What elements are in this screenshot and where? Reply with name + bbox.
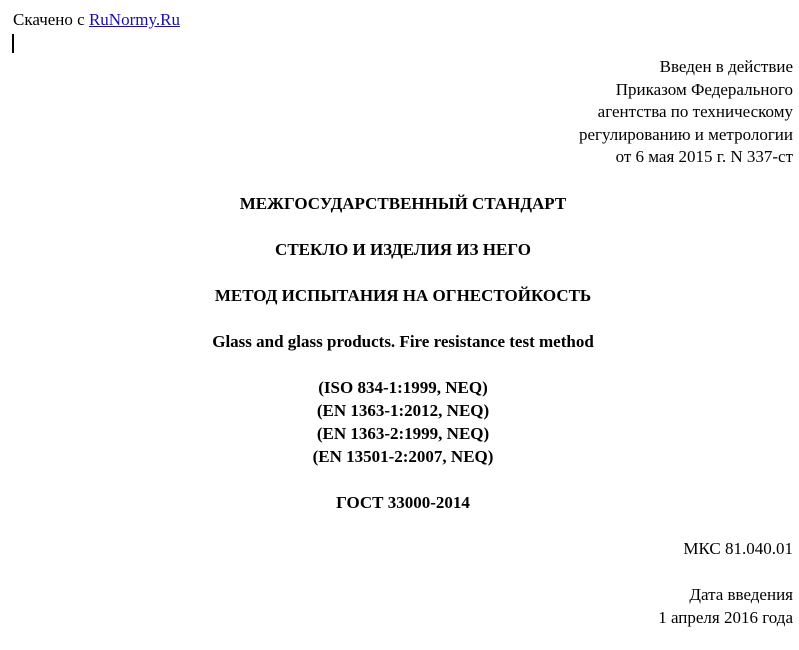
intro-line: регулированию и метрологии [578, 124, 793, 144]
reference-line: (EN 1363-1:2012, NEQ) [316, 401, 490, 420]
effective-date: 1 апреля 2016 года [658, 608, 793, 627]
introduction-block [579, 56, 793, 169]
intro-line: Приказом Федерального [615, 79, 793, 99]
intro-line: от 6 мая 2015 г. N 337-ст [615, 147, 793, 166]
reference-line: (ISO 834-1:1999, NEQ) [318, 378, 488, 397]
intro-line: Введен в действие [659, 57, 793, 76]
document-subtitle: МЕТОД ИСПЫТАНИЯ НА ОГНЕСТОЙКОСТЬ [214, 286, 592, 305]
document-title: СТЕКЛО И ИЗДЕЛИЯ ИЗ НЕГО [275, 240, 531, 259]
reference-line: (EN 13501-2:2007, NEQ) [312, 447, 494, 466]
english-title: Glass and glass products. Fire resistance test method [212, 332, 594, 351]
intro-line: агентства по техническому [597, 102, 793, 121]
mks-code: МКС 81.040.01 [683, 539, 793, 558]
source-link[interactable]: RuNormy.Ru [88, 10, 180, 29]
text-cursor [12, 34, 14, 53]
source-prefix: Скачено с [13, 10, 85, 29]
source-line [13, 9, 180, 31]
standard-type-heading: МЕЖГОСУДАРСТВЕННЫЙ СТАНДАРТ [239, 194, 567, 213]
effective-date-label: Дата введения [689, 585, 793, 604]
reference-line: (EN 1363-2:1999, NEQ) [316, 424, 490, 443]
gost-number: ГОСТ 33000-2014 [336, 493, 470, 512]
